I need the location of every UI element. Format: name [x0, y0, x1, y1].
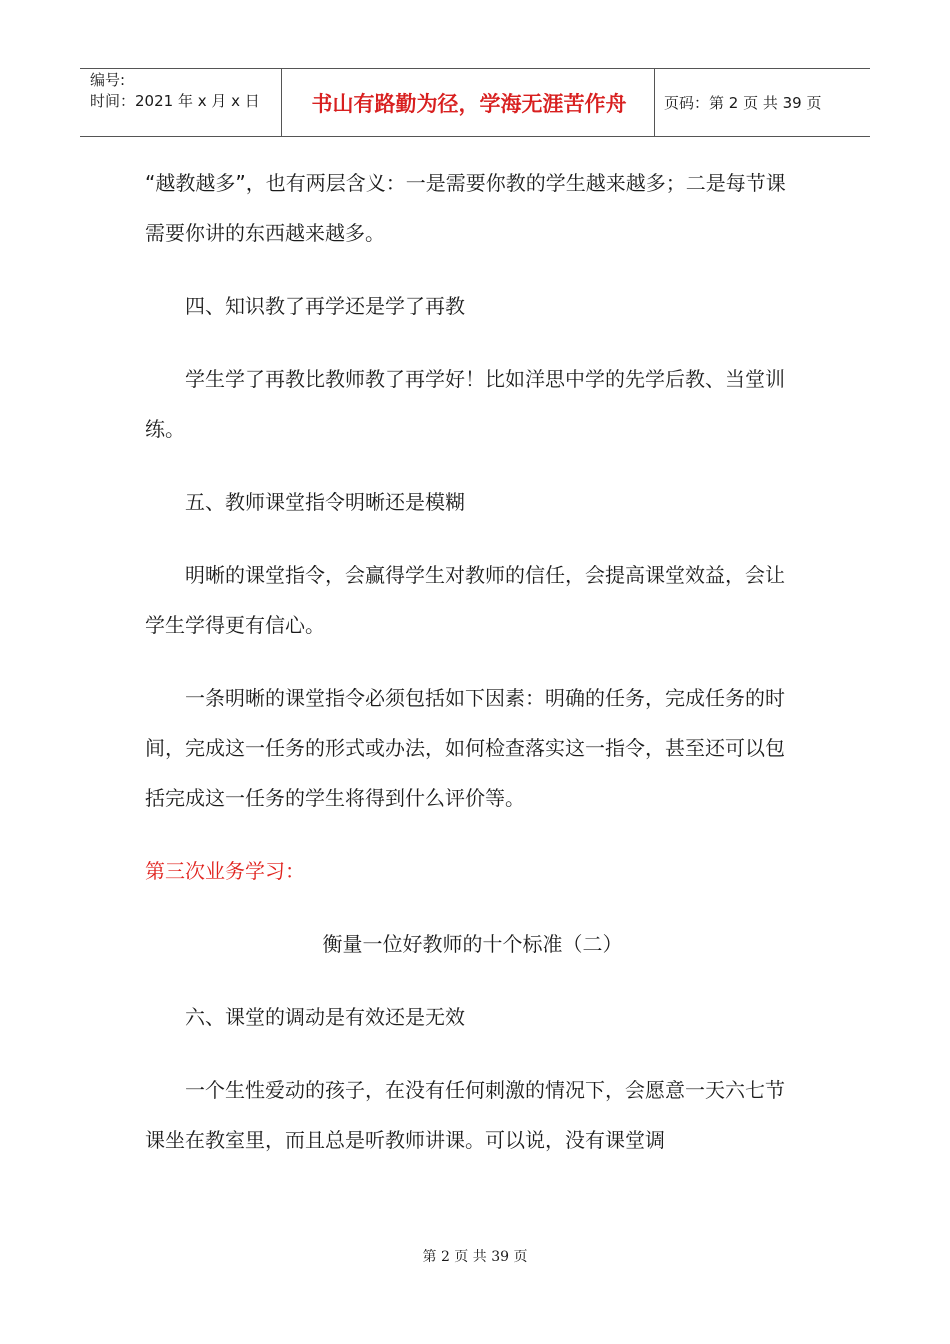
paragraph: 明晰的课堂指令，会赢得学生对教师的信任，会提高课堂效益，会让学生学得更有信心。: [145, 563, 785, 637]
header-meta: [90, 70, 260, 112]
paragraph: 一个生性爱动的孩子，在没有任何刺激的情况下，会愿意一天六七节课坐在教室里，而且总是听教师讲课。可以说，没有课堂调: [145, 1078, 785, 1152]
header-divider-left: [281, 68, 282, 136]
page-footer: 第 2 页 共 39 页: [422, 1249, 528, 1265]
header-page-info: 页码：第 2 页 共 39 页: [664, 94, 822, 112]
header-divider-right: [654, 68, 655, 136]
header-motto: 书山有路勤为径，学海无涯苦作舟: [311, 91, 627, 116]
document-date: 时间：2021 年 x 月 x 日: [90, 92, 260, 110]
document-number-label: 编号:: [90, 71, 126, 89]
document-body: [145, 158, 800, 1188]
section-heading: 四、知识教了再学还是学了再教: [185, 294, 465, 318]
paragraph: “越教越多”，也有两层含义：一是需要你教的学生越来越多；二是每节课需要你讲的东西越来越多。: [145, 171, 786, 245]
section-heading: 五、教师课堂指令明晰还是模糊: [185, 490, 465, 514]
header-top-rule: [80, 68, 870, 69]
paragraph: 一条明晰的课堂指令必须包括如下因素：明确的任务，完成任务的时间，完成这一任务的形式或办法，如何检查落实这一指令，甚至还可以包括完成这一任务的学生将得到什么评价等。: [145, 686, 785, 810]
study-session-title: 第三次业务学习：: [145, 859, 305, 883]
paragraph: 学生学了再教比教师教了再学好！比如洋思中学的先学后教、当堂训练。: [145, 367, 785, 441]
header-bottom-rule: [80, 136, 870, 137]
article-title: 衡量一位好教师的十个标准（二）: [322, 932, 623, 956]
section-heading: 六、课堂的调动是有效还是无效: [185, 1005, 465, 1029]
